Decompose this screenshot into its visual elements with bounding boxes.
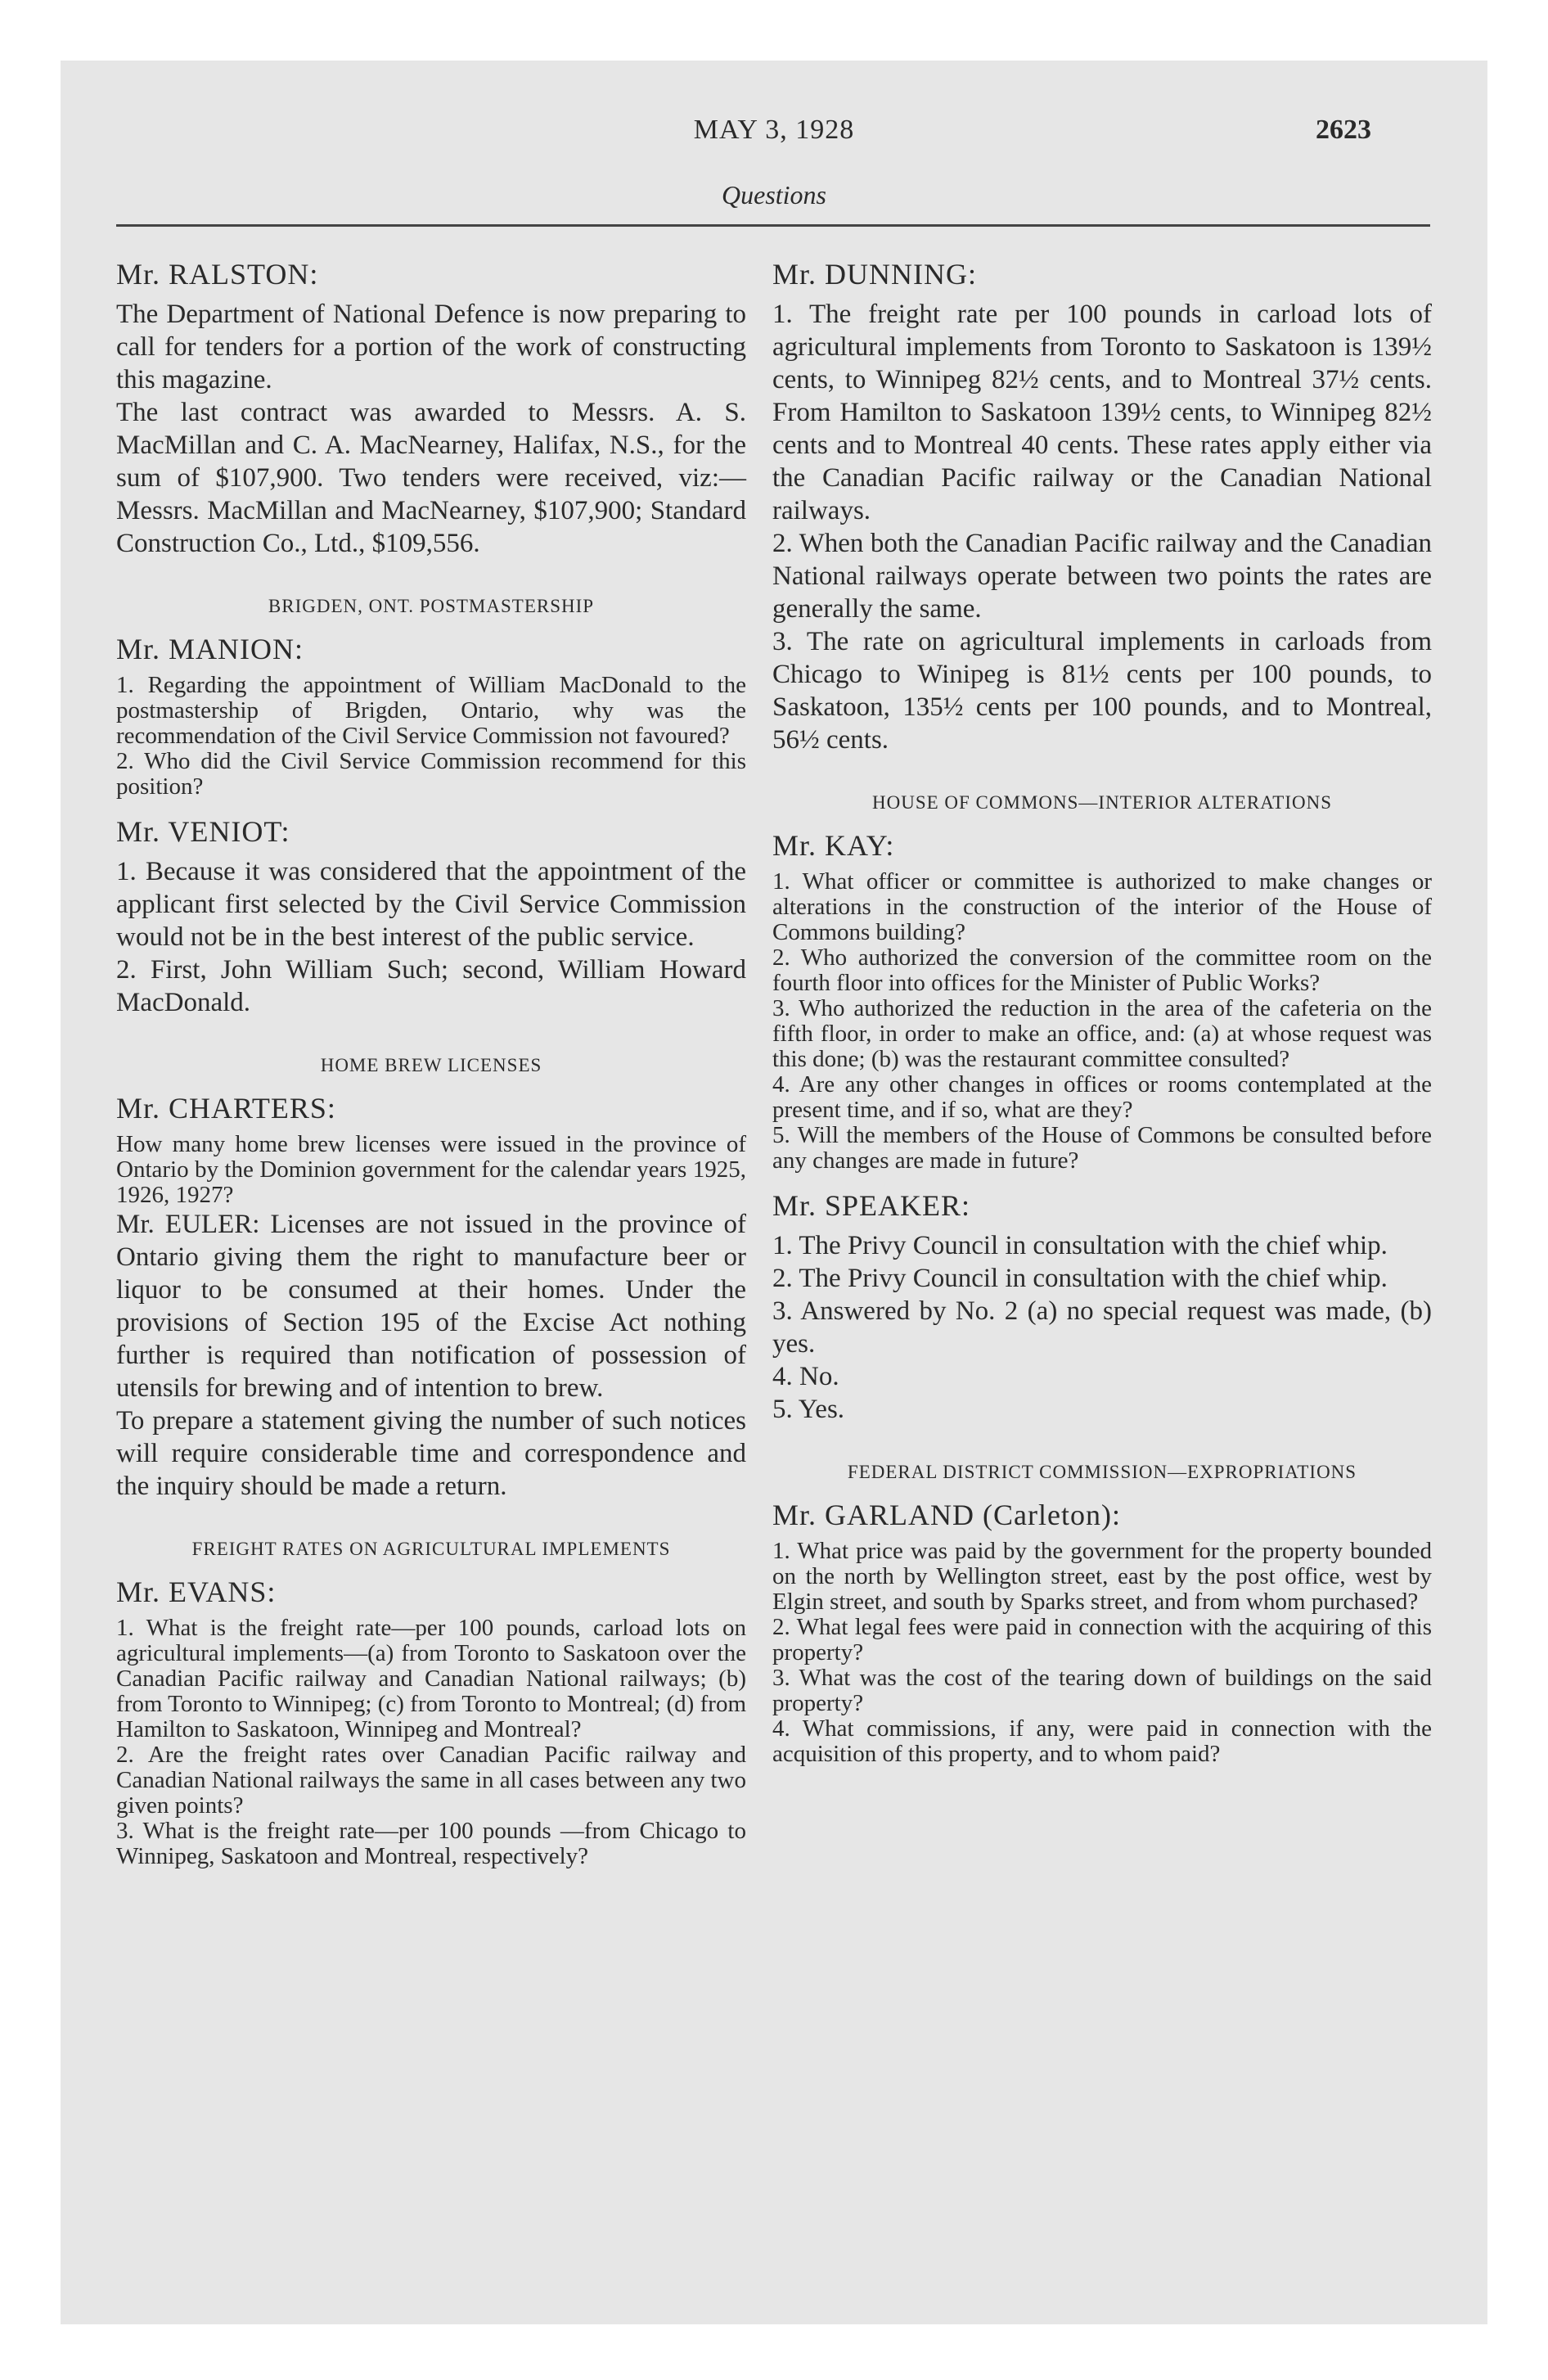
answer-paragraph: To prepare a statement giving the number of such notices will require considerable time and correspondence and the inquiry should be made a return.	[116, 1406, 746, 1501]
page-number: 2623	[1316, 115, 1371, 145]
section-heading: FREIGHT RATES ON AGRICULTURAL IMPLEMENTS	[191, 1539, 671, 1559]
question-paragraph: 3. What is the freight rate—per 100 pounds —from Chicago to Winnipeg, Saskatoon and Montreal, respectively?	[116, 1818, 746, 1869]
answer-paragraph: 5. Yes.	[772, 1395, 845, 1424]
speaker-name: Mr. RALSTON:	[116, 258, 319, 291]
answer-paragraph: 1. Because it was considered that the appointment of the applicant first selected by the Civil Service Commission would not be in the best interest of the public service.	[116, 857, 746, 952]
left-column	[116, 242, 746, 1869]
speaker-name: Mr. SPEAKER:	[772, 1189, 971, 1222]
speaker-name: Mr. DUNNING:	[772, 258, 977, 291]
answer-paragraph: 2. First, John William Such; second, William Howard MacDonald.	[116, 955, 746, 1017]
answer-paragraph: 3. Answered by No. 2 (a) no special request was made, (b) yes.	[772, 1296, 1432, 1359]
question-paragraph: 4. What commissions, if any, were paid in connection with the acquisition of this property, and to whom paid?	[772, 1715, 1432, 1767]
question-paragraph: 2. Who did the Civil Service Commission recommend for this position?	[116, 748, 746, 800]
answer-paragraph: The last contract was awarded to Messrs. A. S. MacMillan and C. A. MacNearney, Halifax, N.S., for the sum of $107,900. Two tenders were received, viz:—Messrs. MacMillan and MacNearney, $107,900; Standard Construction Co., Ltd., $109,556.	[116, 398, 746, 558]
answer-paragraph: 4. No.	[772, 1362, 839, 1391]
answer-paragraph: 2. When both the Canadian Pacific railway and the Canadian National railways operate between two points the rates are generally the same.	[772, 529, 1432, 624]
speaker-name: Mr. CHARTERS:	[116, 1092, 336, 1125]
question-paragraph: 5. Will the members of the House of Commons be consulted before any changes are made in future?	[772, 1122, 1432, 1174]
header-date: MAY 3, 1928	[693, 115, 855, 145]
question-paragraph: 2. What legal fees were paid in connection with the acquiring of this property?	[772, 1614, 1432, 1666]
question-paragraph: 3. Who authorized the reduction in the area of the cafeteria on the fifth floor, in order to make an office, and: (a) at whose request was this done; (b) was the restaurant committee consulted?	[772, 995, 1432, 1072]
section-heading: HOME BREW LICENSES	[320, 1055, 542, 1075]
header-subtitle: Questions	[722, 180, 826, 210]
answer-paragraph: Mr. EULER: Licenses are not issued in the province of Ontario giving them the right to manufacture beer or liquor to be consumed at their homes. Under the provisions of Section 195 of the Excise Act nothing further is required than notification of possession of utensils for brewing and of intention to brew.	[116, 1210, 746, 1403]
answer-paragraph: 2. The Privy Council in consultation with the chief whip.	[772, 1264, 1388, 1293]
answer-paragraph: 1. The Privy Council in consultation with the chief whip.	[772, 1231, 1388, 1260]
question-paragraph: 2. Who authorized the conversion of the committee room on the fourth floor into offices for the Minister of Public Works?	[772, 944, 1432, 996]
speaker-name: Mr. VENIOT:	[116, 815, 290, 848]
section-heading: FEDERAL DISTRICT COMMISSION—EXPROPRIATIONS	[847, 1462, 1357, 1482]
header-rule	[116, 224, 1430, 227]
question-paragraph: 1. What is the freight rate—per 100 pounds, carload lots on agricultural implements—(a) from Toronto to Saskatoon over the Canadian Pacific railway and Canadian National railways; (b) from Toronto to Winnipeg; (c) from Toronto to Montreal; (d) from Hamilton to Saskatoon, Winnipeg and Montreal?	[116, 1615, 746, 1742]
answer-paragraph: 3. The rate on agricultural implements in carloads from Chicago to Winipeg is 81½ cents per 100 pounds, to Saskatoon, 135½ cents per 100 pounds, and to Montreal, 56½ cents.	[772, 627, 1432, 755]
question-paragraph: 4. Are any other changes in offices or rooms contemplated at the present time, and if so, what are they?	[772, 1071, 1432, 1123]
section-heading: HOUSE OF COMMONS—INTERIOR ALTERATIONS	[871, 792, 1332, 813]
answer-paragraph: The Department of National Defence is now preparing to call for tenders for a portion of the work of constructing this magazine.	[116, 300, 746, 394]
answer-paragraph: 1. The freight rate per 100 pounds in carload lots of agricultural implements from Toronto to Saskatoon is 139½ cents, to Winnipeg 82½ cents, and to Montreal 37½ cents. From Hamilton to Saskatoon 139½ cents, to Winnipeg 82½ cents and to Montreal 40 cents. These rates apply either via the Canadian Pacific railway or the Canadian National railways.	[772, 300, 1432, 525]
speaker-name: Mr. MANION:	[116, 633, 304, 665]
question-paragraph: 1. What price was paid by the government for the property bounded on the north by Wellington street, east by the post office, west by Elgin street, and south by Sparks street, and from whom purchased?	[772, 1538, 1432, 1615]
scanned-page	[61, 61, 1487, 2324]
page-header	[61, 61, 1487, 232]
question-paragraph: How many home brew licenses were issued in the province of Ontario by the Dominion government for the calendar years 1925, 1926, 1927?	[116, 1131, 746, 1208]
section-heading: BRIGDEN, ONT. POSTMASTERSHIP	[268, 596, 595, 616]
question-paragraph: 1. What officer or committee is authorized to make changes or alterations in the construction of the interior of the House of Commons building?	[772, 868, 1432, 945]
right-column	[772, 242, 1432, 1767]
question-paragraph: 3. What was the cost of the tearing down of buildings on the said property?	[772, 1665, 1432, 1716]
speaker-name: Mr. GARLAND (Carleton):	[772, 1499, 1121, 1531]
question-paragraph: 2. Are the freight rates over Canadian Pacific railway and Canadian National railways the same in all cases between any two given points?	[116, 1742, 746, 1819]
speaker-name: Mr. EVANS:	[116, 1575, 277, 1608]
question-paragraph: 1. Regarding the appointment of William MacDonald to the postmastership of Brigden, Ontario, why was the recommendation of the Civil Service Commission not favoured?	[116, 672, 746, 749]
speaker-name: Mr. KAY:	[772, 829, 895, 862]
